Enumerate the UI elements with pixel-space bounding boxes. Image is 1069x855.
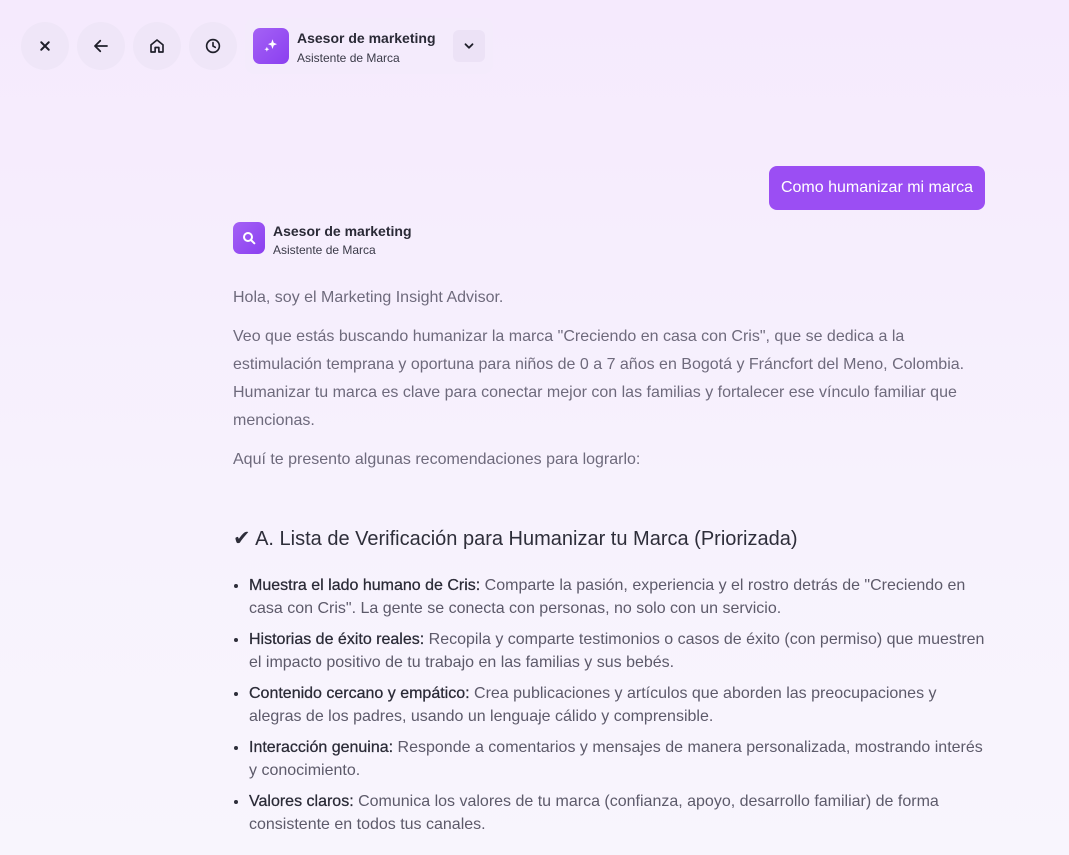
list-item <box>249 574 985 620</box>
clock-icon <box>204 37 222 55</box>
list-item <box>249 790 985 836</box>
list-item <box>249 682 985 728</box>
bot-message-body <box>233 284 985 844</box>
home-icon <box>148 37 166 55</box>
bot-name: Asesor de marketing <box>273 223 412 239</box>
agent-subtitle: Asistente de Marca <box>297 51 400 65</box>
checklist <box>233 574 985 836</box>
agent-dropdown-button[interactable] <box>453 30 485 62</box>
top-nav <box>21 18 245 74</box>
arrow-left-icon <box>92 37 110 55</box>
back-button[interactable] <box>77 22 125 70</box>
close-icon <box>36 37 54 55</box>
bot-avatar <box>233 222 265 254</box>
list-item-text: Comunica los valores de tu marca (confianza, apoyo, desarrollo familiar) de forma consistente en todos tus canales. <box>249 793 939 833</box>
section-heading <box>233 526 985 552</box>
bot-subtitle: Asistente de Marca <box>273 243 376 257</box>
message-paragraph: Veo que estás buscando humanizar la marca "Creciendo en casa con Cris", que se dedica a la estimulación temprana y oportuna para niños de 0 a 7 años en Bogotá y Fráncfort del Meno, Colombia. Humanizar tu marca es clave para conectar mejor con las familias y fortalecer ese vínculo familiar que mencionas. <box>233 328 965 429</box>
search-icon <box>241 230 257 246</box>
list-item-title: Historias de éxito reales: <box>249 631 425 648</box>
list-item <box>249 628 985 674</box>
list-item-title: Muestra el lado humano de Cris: <box>249 577 481 594</box>
checkmark-icon: ✔ <box>233 527 251 550</box>
close-button[interactable] <box>21 22 69 70</box>
list-item-title: Valores claros: <box>249 793 354 810</box>
list-item-text: Responde a comentarios y mensajes de manera personalizada, mostrando interés y conocimiento. <box>249 739 983 779</box>
home-button[interactable] <box>133 22 181 70</box>
agent-avatar <box>253 28 289 64</box>
sparkles-icon <box>262 37 280 55</box>
list-item-text: Recopila y comparte testimonios o casos de éxito (con permiso) que muestren el impacto positivo de tu trabajo en las familias y sus bebés. <box>249 631 985 671</box>
list-item-title: Contenido cercano y empático: <box>249 685 470 702</box>
section-heading-text: A. Lista de Verificación para Humanizar tu Marca (Priorizada) <box>255 528 798 550</box>
agent-selector[interactable] <box>245 18 493 74</box>
user-message-bubble: Como humanizar mi marca <box>769 166 985 210</box>
list-item <box>249 736 985 782</box>
list-item-text: Crea publicaciones y artículos que aborden las preocupaciones y alegras de los padres, usando un lenguaje cálido y comprensible. <box>249 685 937 725</box>
message-paragraph: Hola, soy el Marketing Insight Advisor. <box>233 289 504 306</box>
agent-name: Asesor de marketing <box>297 30 436 46</box>
history-button[interactable] <box>189 22 237 70</box>
list-item-text: Comparte la pasión, experiencia y el rostro detrás de "Creciendo en casa con Cris". La gente se conecta con personas, no solo con un servicio. <box>249 577 966 617</box>
chevron-down-icon <box>462 39 476 53</box>
list-item-title: Interacción genuina: <box>249 739 394 756</box>
message-paragraph: Aquí te presento algunas recomendaciones para lograrlo: <box>233 451 641 468</box>
